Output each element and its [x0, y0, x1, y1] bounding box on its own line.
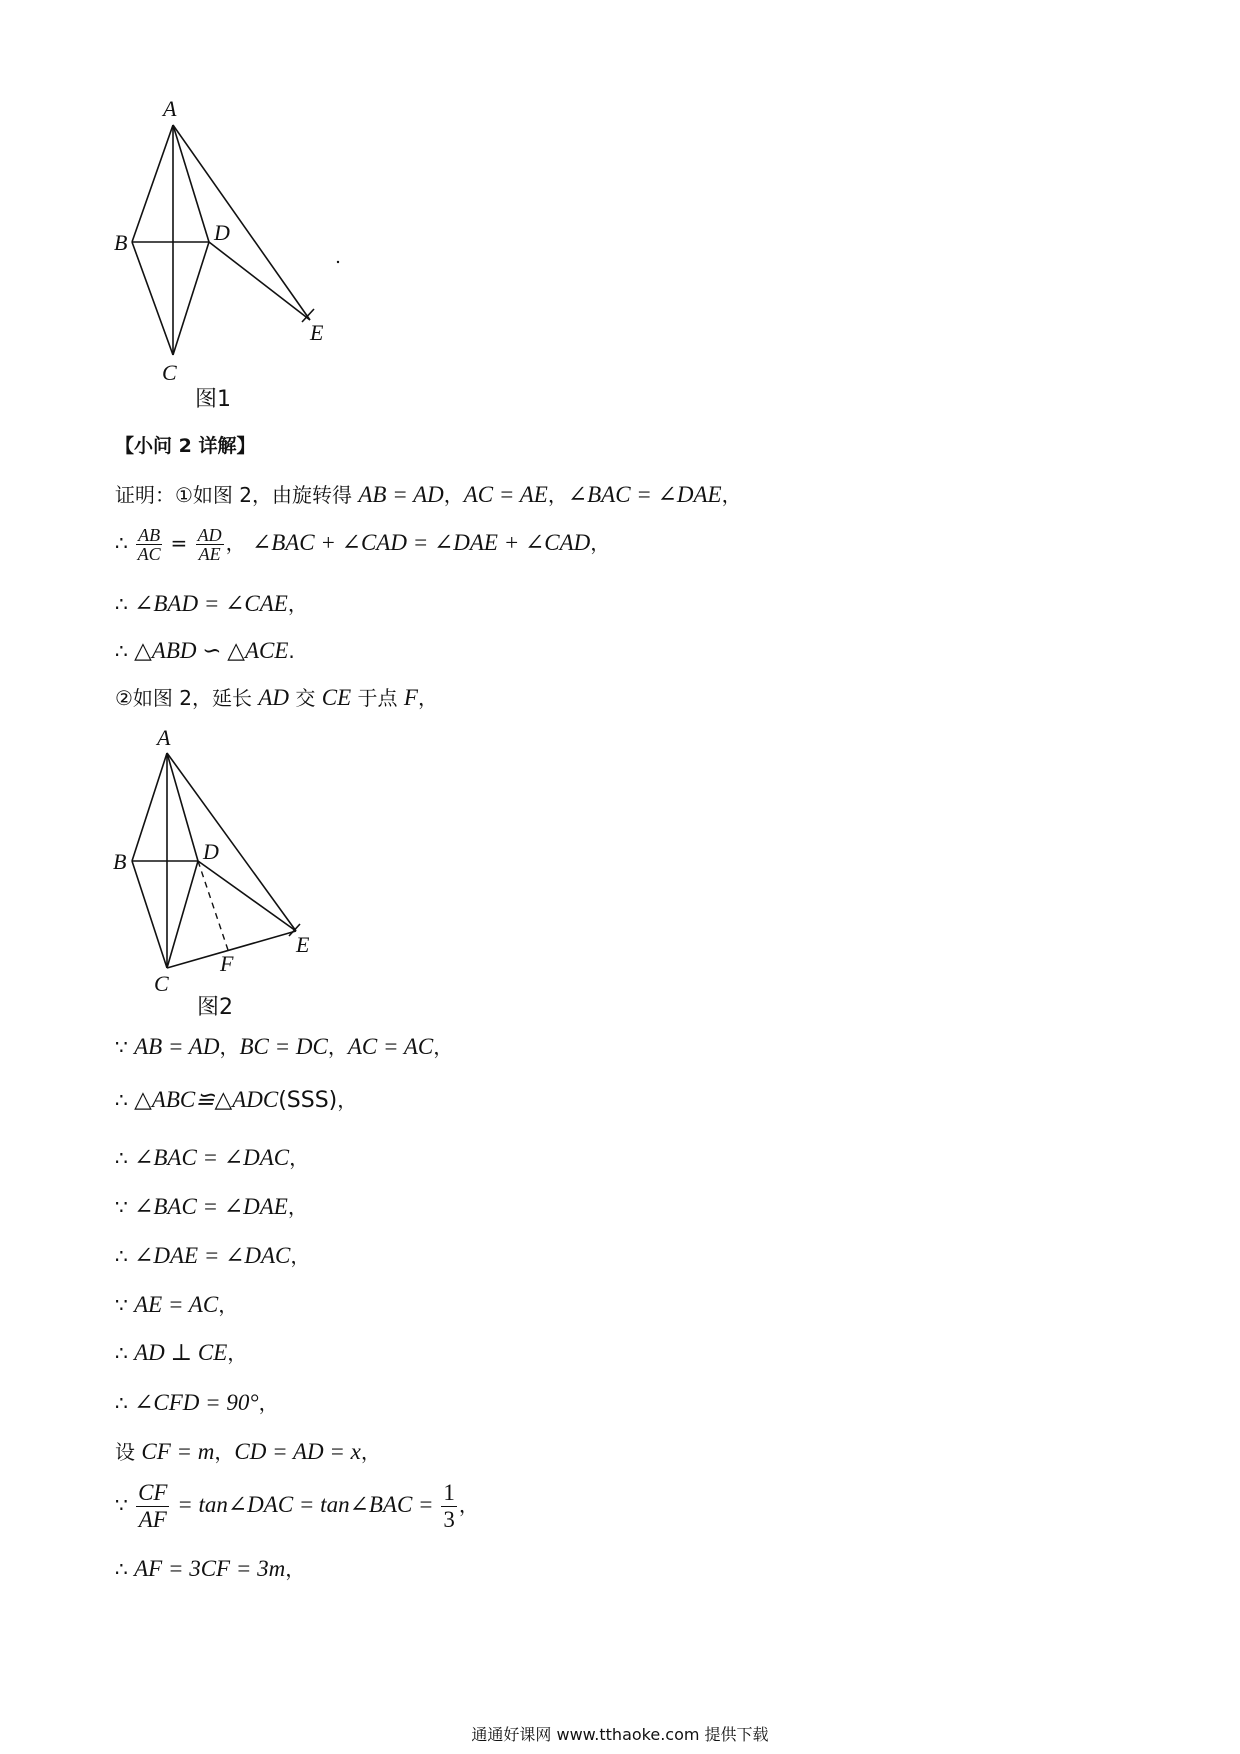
- proof-line-6-expr-3: AC = AC: [347, 1034, 434, 1059]
- therefore-symbol: ∴: [115, 1088, 135, 1112]
- proof-line-16-sep: ，: [285, 1557, 306, 1581]
- proof-line-14-expr-2: CD = AD = x: [234, 1439, 361, 1464]
- proof-line-5-sep: ，: [417, 686, 438, 710]
- proof-line-7-sss: (SSS): [278, 1088, 338, 1113]
- fraction-ad-ae: [196, 526, 224, 563]
- fraction-denominator: AF: [138, 1507, 167, 1532]
- proof-line-3: [115, 590, 308, 618]
- label-a: A: [157, 725, 171, 750]
- segment-df-dashed: [198, 861, 228, 950]
- label-d: D: [214, 220, 230, 245]
- proof-line-11: [115, 1291, 238, 1319]
- proof-line-16: [115, 1555, 305, 1583]
- figure-2-diagram: [100, 725, 340, 1020]
- proof-line-1-sep-3: ，: [721, 483, 742, 507]
- label-e: E: [310, 320, 324, 345]
- proof-line-8-sep: ，: [289, 1146, 310, 1170]
- proof-line-6-expr-2: BC = DC: [239, 1034, 328, 1059]
- proof-line-1-prefix: 证明：①如图 2，由旋转得: [115, 483, 359, 507]
- proof-line-6: [115, 1033, 453, 1061]
- dot-mark: [337, 261, 339, 263]
- proof-line-14-sep-2: ，: [360, 1440, 381, 1464]
- fraction-one-third: [441, 1480, 457, 1533]
- segment-bc: [132, 861, 167, 968]
- segment-ab: [132, 753, 167, 861]
- proof-line-13-sep: ，: [258, 1391, 279, 1415]
- fraction-numerator: AD: [197, 525, 222, 545]
- proof-line-5-expr-2: CE: [321, 685, 352, 710]
- proof-line-2: [115, 526, 610, 563]
- because-symbol: ∵: [115, 1195, 135, 1219]
- therefore-symbol: ∴: [115, 639, 135, 663]
- therefore-symbol: ∴: [115, 531, 135, 555]
- label-b: B: [113, 849, 127, 874]
- figure-1: [100, 90, 340, 420]
- proof-line-1-sep-1: ，: [443, 483, 464, 507]
- proof-line-10: [115, 1242, 310, 1270]
- proof-line-14-expr-1: CF = m: [141, 1439, 215, 1464]
- label-d: D: [203, 839, 219, 864]
- page-footer: 通通好课网 www.tthaoke.com 提供下载: [471, 1725, 769, 1744]
- proof-line-4-expr: △ABD ∽ △ACE: [134, 638, 289, 663]
- therefore-symbol: ∴: [115, 1244, 135, 1268]
- label-e: E: [296, 932, 310, 957]
- label-c: C: [154, 971, 169, 996]
- segment-ad: [167, 753, 198, 861]
- proof-line-5-text-1: 交: [289, 686, 322, 710]
- proof-line-5-expr-3: F: [403, 685, 418, 710]
- figure-1-caption: 图1: [195, 387, 231, 412]
- proof-line-4: [115, 637, 295, 665]
- proof-line-5: [115, 684, 438, 712]
- proof-line-8-expr: ∠BAC = ∠DAC: [134, 1145, 290, 1170]
- proof-line-6-sep-1: ，: [219, 1035, 240, 1059]
- figure-2-caption: 图2: [197, 995, 233, 1020]
- proof-line-1-expr-1: AB = AD: [358, 482, 444, 507]
- proof-line-15-expr: = tan∠DAC = tan∠BAC =: [171, 1492, 440, 1517]
- proof-line-14-sep-1: ，: [214, 1440, 235, 1464]
- proof-line-15-sep: ，: [458, 1493, 479, 1517]
- proof-line-7-sep: ，: [337, 1088, 358, 1112]
- proof-line-10-sep: ，: [290, 1244, 311, 1268]
- segment-ad: [173, 125, 209, 242]
- therefore-symbol: ∴: [115, 592, 135, 616]
- segment-dc: [167, 861, 198, 968]
- proof-line-1: [115, 481, 742, 509]
- because-symbol: ∵: [115, 1035, 135, 1059]
- proof-line-7-expr: △ABC≌△ADC: [134, 1087, 279, 1112]
- segment-dc: [173, 242, 209, 355]
- therefore-symbol: ∴: [115, 1341, 135, 1365]
- proof-line-11-sep: ，: [218, 1293, 239, 1317]
- proof-line-1-expr-3: ∠BAC = ∠DAE: [567, 482, 722, 507]
- proof-line-1-sep-2: ，: [547, 483, 568, 507]
- because-symbol: ∵: [115, 1293, 135, 1317]
- equals-sign: =: [164, 531, 194, 555]
- fraction-ab-ac: [136, 526, 162, 563]
- proof-line-6-expr-1: AB = AD: [134, 1034, 220, 1059]
- segment-de: [198, 861, 296, 931]
- proof-line-16-expr: AF = 3CF = 3m: [134, 1556, 286, 1581]
- proof-line-13: [115, 1389, 279, 1417]
- proof-line-3-expr: ∠BAD = ∠CAE: [134, 591, 288, 616]
- proof-line-5-text-2: 于点: [351, 686, 404, 710]
- proof-line-12: [115, 1339, 247, 1367]
- fraction-denominator: AE: [198, 544, 221, 564]
- proof-line-1-expr-2: AC = AE: [463, 482, 548, 507]
- proof-line-9: [115, 1193, 308, 1221]
- fraction-denominator: AC: [137, 544, 161, 564]
- label-f: F: [220, 951, 234, 976]
- proof-line-4-sep: .: [288, 639, 295, 663]
- fraction-denominator: 3: [443, 1507, 455, 1532]
- proof-line-5-prefix: ②如图 2，延长: [115, 686, 259, 710]
- label-a: A: [163, 96, 177, 121]
- proof-line-11-expr: AE = AC: [134, 1292, 219, 1317]
- proof-line-6-sep-3: ，: [433, 1035, 454, 1059]
- proof-line-9-expr: ∠BAC = ∠DAE: [134, 1194, 288, 1219]
- proof-line-2-sep-2: ，: [590, 531, 611, 555]
- proof-line-9-sep: ，: [287, 1195, 308, 1219]
- label-c: C: [162, 360, 177, 385]
- therefore-symbol: ∴: [115, 1391, 135, 1415]
- segment-bc: [132, 242, 173, 355]
- proof-line-2-expr: ∠BAC + ∠CAD = ∠DAE + ∠CAD: [251, 530, 591, 555]
- fraction-numerator: CF: [138, 1480, 168, 1505]
- segment-de: [209, 242, 310, 320]
- therefore-symbol: ∴: [115, 1146, 135, 1170]
- proof-line-8: [115, 1144, 309, 1172]
- proof-line-14: [115, 1438, 381, 1466]
- proof-line-10-expr: ∠DAE = ∠DAC: [134, 1243, 291, 1268]
- proof-line-6-sep-2: ，: [327, 1035, 348, 1059]
- proof-line-14-prefix: 设: [115, 1440, 142, 1464]
- section-heading: 【小问 2 详解】: [115, 435, 256, 457]
- because-symbol: ∵: [115, 1493, 135, 1517]
- proof-line-3-sep: ，: [287, 592, 308, 616]
- segment-ae: [167, 753, 296, 931]
- figure-2: [100, 725, 340, 1020]
- fraction-numerator: 1: [443, 1480, 455, 1505]
- proof-line-7: [115, 1086, 357, 1115]
- proof-line-15: [115, 1480, 479, 1533]
- proof-line-13-expr: ∠CFD = 90°: [134, 1390, 259, 1415]
- proof-line-5-expr-1: AD: [258, 685, 290, 710]
- proof-line-12-expr: AD ⊥ CE: [134, 1340, 228, 1365]
- fraction-cf-af: [136, 1480, 169, 1533]
- therefore-symbol: ∴: [115, 1557, 135, 1581]
- fraction-numerator: AB: [138, 525, 161, 545]
- segment-ab: [132, 125, 173, 242]
- label-b: B: [114, 230, 128, 255]
- proof-line-12-sep: ，: [227, 1341, 248, 1365]
- figure-1-diagram: [100, 90, 340, 420]
- proof-line-2-sep-1: ，: [225, 531, 246, 555]
